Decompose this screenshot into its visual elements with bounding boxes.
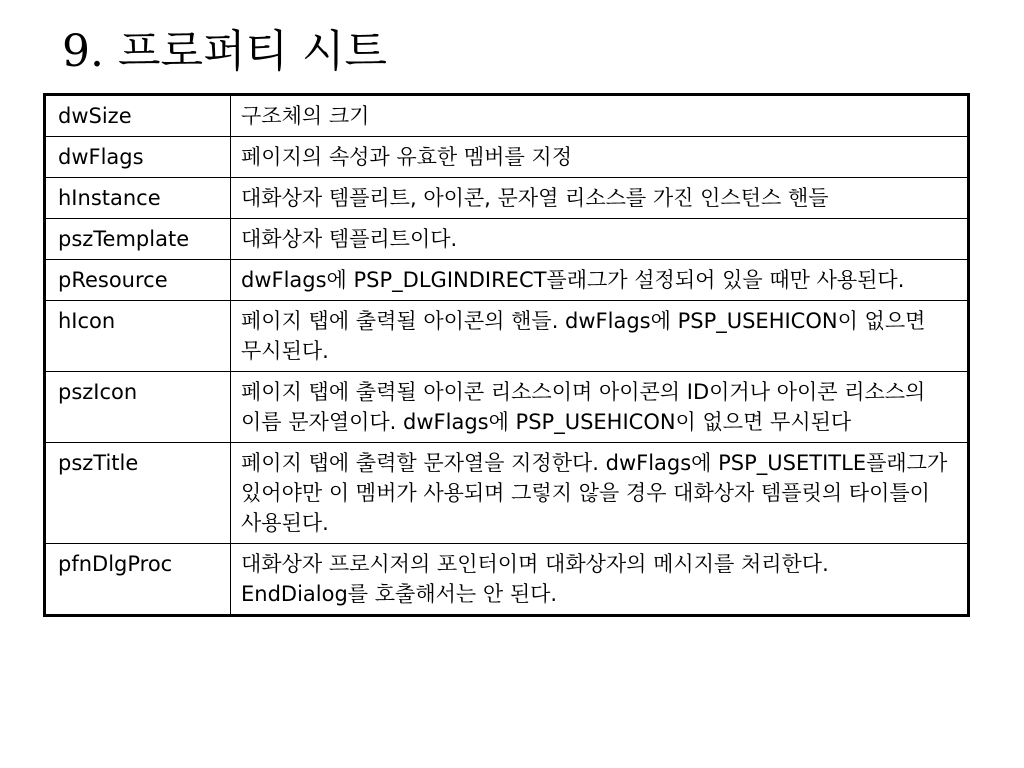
field-name-cell: hIcon [45,301,231,372]
field-description-cell: 대화상자 프로시저의 포인터이며 대화상자의 메시지를 처리한다. EndDialog를 호출해서는 안 된다. [231,544,969,616]
table-row [45,544,969,616]
field-name-cell: dwFlags [45,137,231,178]
field-name-cell: hInstance [45,178,231,219]
field-description-cell: 페이지 탭에 출력할 문자열을 지정한다. dwFlags에 PSP_USETITLE플래그가 있어야만 이 멤버가 사용되며 그렇지 않을 경우 대화상자 템플릿의 타이틀이 사용된다. [231,443,969,544]
field-name-cell: dwSize [45,95,231,137]
field-description-cell: 대화상자 템플리트, 아이콘, 문자열 리소스를 가진 인스턴스 핸들 [231,178,969,219]
field-description-cell: 구조체의 크기 [231,95,969,137]
table-row [45,95,969,137]
field-name-cell: pszIcon [45,372,231,443]
field-description-cell: 페이지의 속성과 유효한 멤버를 지정 [231,137,969,178]
slide-title: 9. 프로퍼티 시트 [62,26,387,77]
field-description-cell: 페이지 탭에 출력될 아이콘 리소스이며 아이콘의 ID이거나 아이콘 리소스의 이름 문자열이다. dwFlags에 PSP_USEHICON이 없으면 무시된다 [231,372,969,443]
field-name-cell: pszTemplate [45,219,231,260]
property-table-container [43,93,967,617]
table-row [45,443,969,544]
field-description-cell: 페이지 탭에 출력될 아이콘의 핸들. dwFlags에 PSP_USEHICON이 없으면 무시된다. [231,301,969,372]
field-description-cell: dwFlags에 PSP_DLGINDIRECT플래그가 설정되어 있을 때만 사용된다. [231,260,969,301]
table-row [45,137,969,178]
table-row [45,178,969,219]
table-row [45,260,969,301]
table-row [45,219,969,260]
field-name-cell: pszTitle [45,443,231,544]
property-table [43,93,970,617]
field-description-cell: 대화상자 템플리트이다. [231,219,969,260]
table-row [45,372,969,443]
field-name-cell: pResource [45,260,231,301]
table-row [45,301,969,372]
field-name-cell: pfnDlgProc [45,544,231,616]
